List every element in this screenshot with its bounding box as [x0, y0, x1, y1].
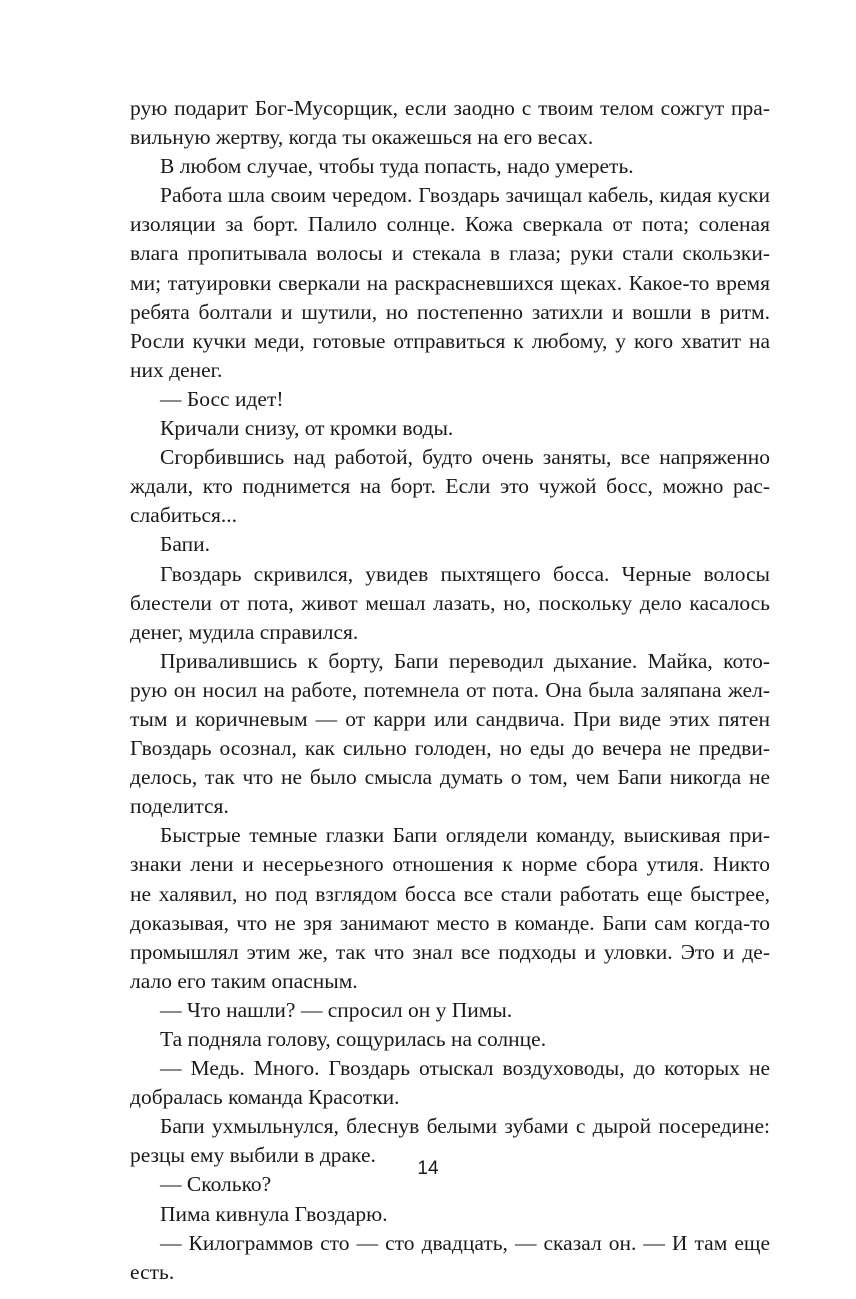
text-line: изоляции за борт. Палило солнце. Кожа сверкала от пота; соленая [130, 212, 770, 237]
text-line: влага пропитывала волосы и стекала в глаза; руки стали скользки- [130, 241, 770, 266]
text-line: Гвоздарь скривился, увидев пыхтящего босса. Черные волосы [160, 561, 770, 586]
text-line: делось, так что не было смысла думать о том, чем Бапи никогда не [130, 765, 770, 790]
text-line: слабиться... [130, 503, 238, 528]
text-line: Работа шла своим чередом. Гвоздарь зачищал кабель, кидая куски [160, 183, 770, 208]
text-line: Росли кучки меди, готовые отправиться к любому, у кого хватит на [130, 328, 770, 353]
page-number: 14 [417, 1158, 439, 1179]
text-line: ждали, кто поднимется на борт. Если это чужой босс, можно рас- [130, 474, 770, 499]
text-line: денег, мудила справился. [130, 619, 359, 644]
text-line: Бапи ухмыльнулся, блеснув белыми зубами с дырой посередине: [160, 1114, 770, 1139]
text-line: промышлял этим же, так что знал все подходы и уловки. Это и де- [130, 939, 770, 964]
text-line: знаки лени и несерьезного отношения к норме сбора утиля. Никто [130, 852, 770, 877]
text-line: Привалившись к борту, Бапи переводил дыхание. Майка, кото- [160, 648, 770, 673]
text-line: блестели от пота, живот мешал лазать, но, поскольку дело касалось [130, 590, 770, 615]
text-line: резцы ему выбили в драке. [130, 1143, 376, 1168]
text-line: — Медь. Много. Гвоздарь отыскал воздуховоды, до которых не [160, 1056, 770, 1081]
text-line: Быстрые темные глазки Бапи оглядели команду, выискивая при- [160, 823, 770, 848]
text-line: них денег. [130, 357, 223, 382]
text-line: Сгорбившись над работой, будто очень заняты, все напряженно [160, 445, 770, 470]
text-line: Кричали снизу, от кромки воды. [160, 416, 454, 441]
text-line: Пима кивнула Гвоздарю. [160, 1201, 388, 1226]
text-line: есть. [130, 1259, 175, 1284]
text-line: доказывая, что не зря занимают место в команде. Бапи сам когда-то [130, 910, 770, 935]
text-line: поделится. [130, 794, 229, 819]
text-line: рую подарит Бог-Мусорщик, если заодно с твоим телом сожгут пра- [130, 96, 770, 120]
text-line: вильную жертву, когда ты окажешься на его весах. [130, 125, 594, 150]
text-line: — Килограммов сто — сто двадцать, — сказал он. — И там еще [160, 1230, 770, 1255]
text-line: рую он носил на работе, потемнела от пота. Она была заляпана жел- [130, 677, 770, 702]
text-line: Гвоздарь осознал, как сильно голоден, но еды до вечера не предви- [130, 736, 770, 761]
text-line: ми; татуировки сверкали на раскрасневшихся щеках. Какое-то время [130, 270, 770, 295]
text-line: добралась команда Красотки. [130, 1085, 400, 1110]
text-line: В любом случае, чтобы туда попасть, надо умереть. [160, 154, 634, 179]
text-line: лало его таким опасным. [130, 968, 358, 993]
text-line: — Сколько? [160, 1172, 272, 1197]
text-line: ребята болтали и шутили, но постепенно затихли и вошли в ритм. [130, 299, 770, 324]
text-line: — Босс идет! [160, 386, 284, 411]
text-line: тым и коричневым — от карри или сандвича. При виде этих пятен [130, 706, 770, 731]
text-line: не халявил, но под взглядом босса все стали работать еще быстрее, [130, 881, 770, 906]
text-line: — Что нашли? — спросил он у Пимы. [160, 997, 513, 1022]
body-text [130, 94, 770, 1287]
text-line: Та подняла голову, сощурилась на солнце. [160, 1027, 547, 1051]
text-line: Бапи. [160, 532, 210, 557]
